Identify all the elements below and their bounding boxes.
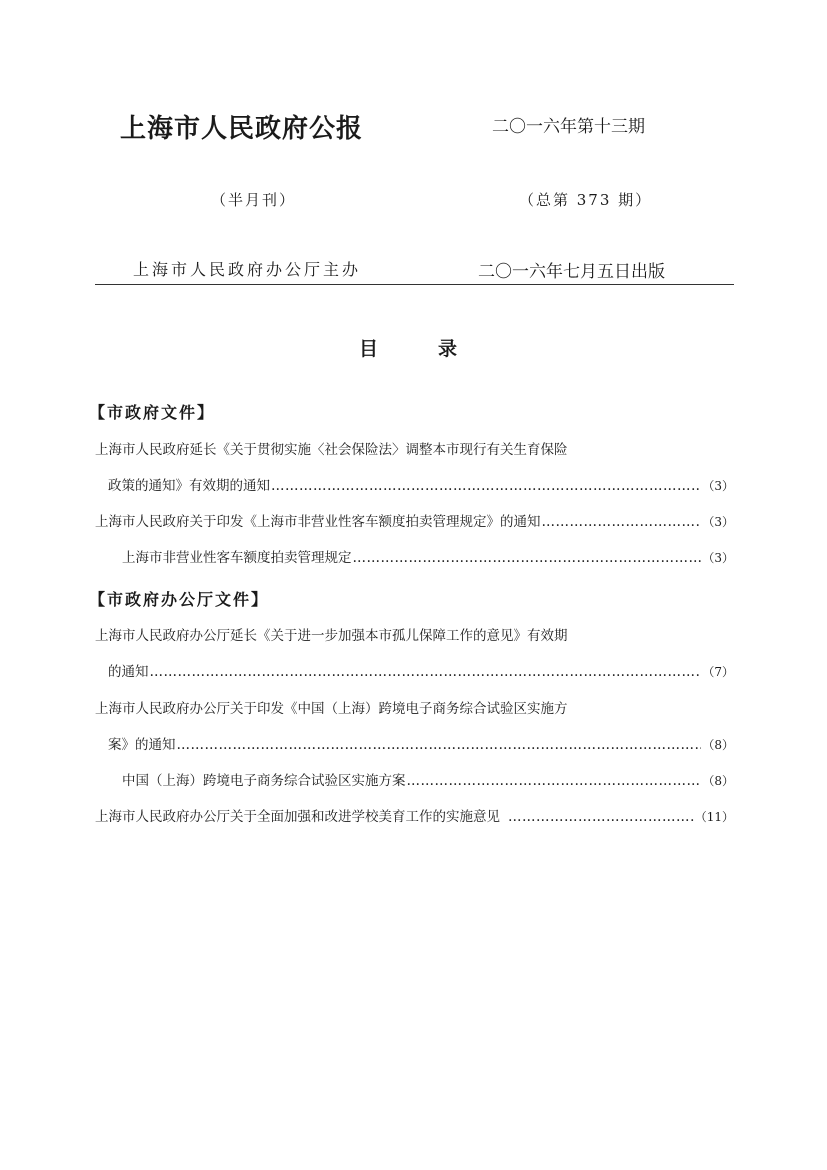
toc-entry-title: 中国（上海）跨境电子商务综合试验区实施方案 [122,773,406,789]
dot-leader [542,513,702,531]
page-number: （7） [702,665,734,679]
dot-leader [177,736,702,754]
dot-leader [508,808,694,826]
masthead-divider [95,284,734,285]
page-number: （3） [702,479,734,493]
page-number: （8） [702,774,734,788]
toc-entry[interactable] [95,513,734,531]
toc-entry-title: 案》的通知 [108,737,176,753]
toc-entry-title: 上海市非营业性客车额度拍卖管理规定 [122,550,352,566]
dot-leader [407,772,702,790]
page-number: （3） [702,515,734,529]
toc-entry-first-line: 上海市人民政府办公厅延长《关于进一步加强本市孤儿保障工作的意见》有效期 [95,628,568,644]
publication-frequency: （半月刊） [211,191,297,209]
toc-entry[interactable] [122,772,734,790]
section-heading: 【市政府办公厅文件】 [89,590,270,609]
sponsor-line: 上海市人民政府办公厅主办 [133,260,362,279]
toc-entry-title: 上海市人民政府关于印发《上海市非营业性客车额度拍卖管理规定》的通知 [95,514,541,530]
toc-entry[interactable] [122,549,734,567]
toc-entry-first-line: 上海市人民政府延长《关于贯彻实施〈社会保险法〉调整本市现行有关生育保险 [95,442,568,458]
toc-entry-title: 的通知 [108,664,149,680]
toc-entry[interactable] [108,477,734,495]
dot-leader [150,663,702,681]
dot-leader [271,477,701,495]
publication-date: 二〇一六年七月五日出版 [478,262,665,282]
page-number: （11） [694,810,734,824]
toc-entry-title: 上海市人民政府办公厅关于全面加强和改进学校美育工作的实施意见 [95,809,500,825]
gazette-title: 上海市人民政府公报 [120,114,364,144]
toc-entry[interactable] [108,736,734,754]
total-issue-number: （总第 373 期） [519,191,653,209]
page-number: （8） [702,738,734,752]
dot-leader [353,549,702,567]
toc-entry-first-line: 上海市人民政府办公厅关于印发《中国（上海）跨境电子商务综合试验区实施方 [95,701,568,717]
section-heading: 【市政府文件】 [89,403,216,422]
toc-title: 目录 [359,338,518,360]
page-number: （3） [702,551,734,565]
toc-entry-title: 政策的通知》有效期的通知 [108,478,270,494]
issue-number: 二〇一六年第十三期 [492,117,645,137]
toc-entry[interactable] [108,663,734,681]
toc-entry[interactable] [95,808,734,826]
